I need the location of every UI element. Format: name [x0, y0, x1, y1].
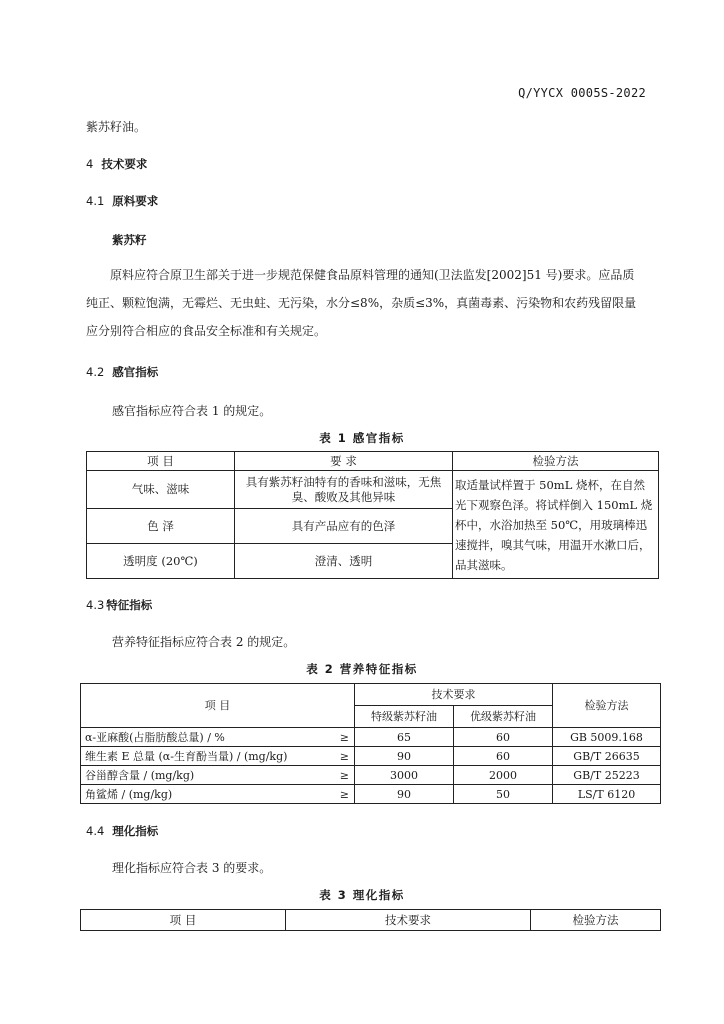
item-label: 角鲨烯 / (mg/kg) [85, 787, 173, 801]
subsection-title: 紫苏籽 [112, 233, 147, 247]
table-2-caption: 表 2 营养特征指标 [306, 662, 418, 676]
item-cell [81, 747, 355, 766]
sensory-table [86, 451, 659, 579]
table-row [81, 728, 661, 747]
table-header-row [81, 684, 661, 706]
table-row [81, 766, 661, 785]
operator-symbol: ≥ [339, 768, 349, 782]
raw-material-paragraph: 原料应符合原卫生部关于进一步规范保健食品原料管理的通知(卫法监发[2002]51 号)要求。应品质纯正、颗粒饱满，无霉烂、无虫蛀、无污染，水分≤8%，杂质≤3%，真菌毒素、污染物和农药残留限量应分别符合相应的食品安全标准和有关规定。 [86, 268, 637, 338]
table-1-caption: 表 1 感官指标 [319, 431, 405, 445]
section-number: 4.4 [86, 824, 105, 838]
table-header-row [87, 452, 659, 471]
table-header-row [81, 910, 661, 931]
value-cell: 90 [355, 785, 454, 804]
test-method-cell: 取适量试样置于 50mL 烧杯，在自然光下观察色泽。将试样倒入 150mL 烧杯中，水浴加热至 50℃，用玻璃棒迅速搅拌，嗅其气味，用温开水漱口后，品其滋味。 [453, 471, 659, 579]
header-cell: 技术要求 [355, 684, 553, 706]
header-cell: 检验方法 [531, 910, 661, 931]
operator-symbol: ≥ [339, 730, 349, 744]
method-cell: LS/T 6120 [553, 785, 661, 804]
header-cell: 检验方法 [453, 452, 659, 471]
value-cell: 60 [454, 728, 553, 747]
section-title: 技术要求 [101, 157, 148, 171]
sensory-intro-text: 感官指标应符合表 1 的规定。 [112, 404, 272, 418]
item-label: α-亚麻酸(占脂肪酸总量) / % [85, 730, 225, 744]
header-cell: 检验方法 [553, 684, 661, 728]
physchem-table [80, 909, 661, 931]
header-cell: 项 目 [81, 910, 286, 931]
item-cell [81, 766, 355, 785]
section-4-3-heading [86, 597, 152, 613]
section-4-heading [86, 156, 147, 172]
item-cell: 透明度 (20℃) [87, 544, 235, 579]
section-title: 特征指标 [106, 598, 153, 612]
item-label: 维生素 E 总量 (α-生育酚当量) / (mg/kg) [85, 749, 288, 763]
section-number: 4.3 [86, 598, 105, 612]
method-cell: GB/T 26635 [553, 747, 661, 766]
value-cell: 50 [454, 785, 553, 804]
value-cell: 3000 [355, 766, 454, 785]
section-4-4-heading [86, 823, 158, 839]
section-title: 感官指标 [112, 365, 159, 379]
value-cell: 90 [355, 747, 454, 766]
header-cell: 特级紫苏籽油 [355, 706, 454, 728]
requirement-cell: 澄清、透明 [235, 544, 453, 579]
requirement-cell: 具有紫苏籽油特有的香味和滋味，无焦臭、酸败及其他异味 [235, 471, 453, 509]
section-4-1-heading [86, 193, 158, 209]
standard-code: Q/YYCX 0005S-2022 [518, 86, 646, 100]
operator-symbol: ≥ [339, 787, 349, 801]
physchem-intro-text: 理化指标应符合表 3 的要求。 [112, 861, 272, 875]
section-title: 原料要求 [112, 194, 159, 208]
header-cell: 要 求 [235, 452, 453, 471]
item-cell: 气味、滋味 [87, 471, 235, 509]
value-cell: 2000 [454, 766, 553, 785]
table-row [81, 747, 661, 766]
nutrition-table [80, 683, 661, 804]
intro-tail-text: 紫苏籽油。 [86, 120, 147, 134]
operator-symbol: ≥ [339, 749, 349, 763]
section-number: 4.1 [86, 194, 105, 208]
section-4-2-heading [86, 364, 158, 380]
header-cell: 项 目 [87, 452, 235, 471]
value-cell: 60 [454, 747, 553, 766]
header-cell: 优级紫苏籽油 [454, 706, 553, 728]
item-label: 谷甾醇含量 / (mg/kg) [85, 768, 195, 782]
item-cell: 色 泽 [87, 509, 235, 544]
item-cell [81, 785, 355, 804]
method-cell: GB 5009.168 [553, 728, 661, 747]
item-cell [81, 728, 355, 747]
section-number: 4.2 [86, 365, 105, 379]
header-cell: 技术要求 [286, 910, 531, 931]
table-row [81, 785, 661, 804]
table-3-caption: 表 3 理化指标 [319, 888, 405, 902]
section-title: 理化指标 [112, 824, 159, 838]
method-cell: GB/T 25223 [553, 766, 661, 785]
nutrition-intro-text: 营养特征指标应符合表 2 的规定。 [112, 635, 296, 649]
requirement-cell: 具有产品应有的色泽 [235, 509, 453, 544]
value-cell: 65 [355, 728, 454, 747]
table-row [87, 471, 659, 509]
header-cell: 项 目 [81, 684, 355, 728]
section-number: 4 [86, 157, 94, 171]
